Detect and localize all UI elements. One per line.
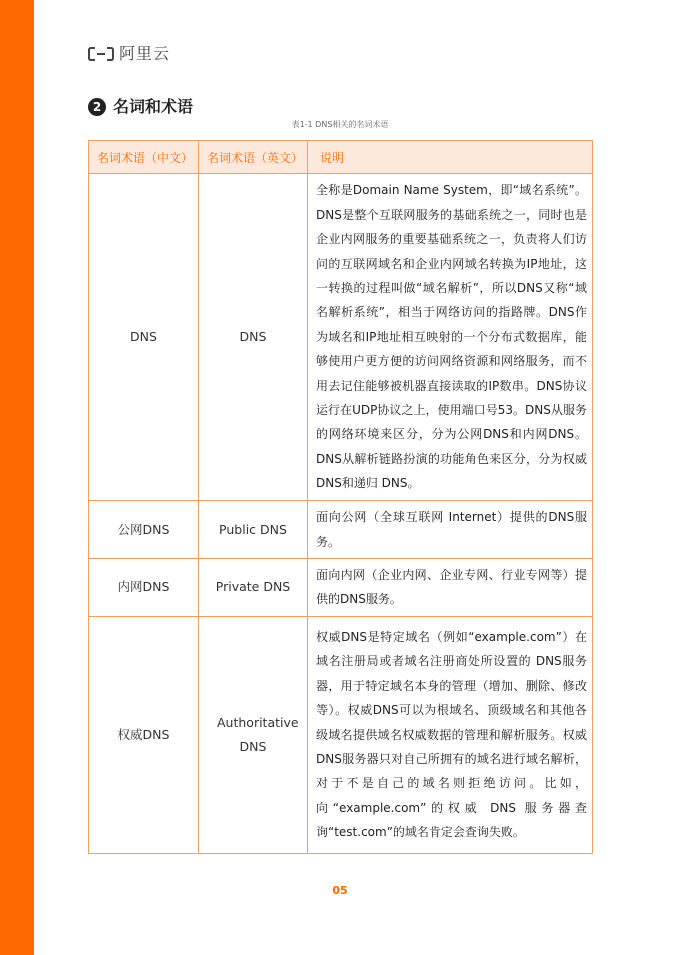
- terms-table: [88, 140, 593, 854]
- table-row: [89, 559, 593, 617]
- page-number: 05: [332, 884, 348, 897]
- term-en-cell: Authoritative DNS: [199, 616, 308, 853]
- description-cell: 面向公网（全球互联网 Internet）提供的DNS服务。: [308, 501, 593, 559]
- section-heading: [88, 96, 193, 118]
- term-en-cell: Private DNS: [199, 559, 308, 617]
- header-term-en: 名词术语（英文）: [199, 141, 308, 174]
- table-header-row: [89, 141, 593, 174]
- term-zh-cell: 公网DNS: [89, 501, 199, 559]
- section-title: 名词和术语: [113, 97, 194, 116]
- header-term-zh: 名词术语（中文）: [89, 141, 199, 174]
- logo-text: 阿里云: [119, 44, 171, 63]
- term-zh-cell: DNS: [89, 174, 199, 501]
- aliyun-logo-icon: [88, 47, 114, 61]
- aliyun-logo: [88, 44, 170, 64]
- term-zh-cell: 内网DNS: [89, 559, 199, 617]
- header-description: 说明: [308, 141, 593, 174]
- table-caption: 表1-1 DNS相关的名词术语: [291, 120, 389, 129]
- description-cell: 全称是Domain Name System，即“域名系统”。DNS是整个互联网服务的基础系统之一，同时也是企业内网服务的重要基础系统之一，负责将人们访问的互联网域名和企业内网域名转换为IP地址，这一转换的过程叫做“域名解析”，所以DNS又称“域名解析系统”，相当于网络访问的指路牌。DNS作为域名和IP地址相互映射的一个分布式数据库，能够使用户更方便的访问网络资源和网络服务，而不用去记住能够被机器直接读取的IP数串。DNS协议运行在UDP协议之上，使用端口号53。DNS从服务的网络环境来区分，分为公网DNS和内网DNS。DNS从解析链路扮演的功能角色来区分，分为权威DNS和递归 DNS。: [308, 174, 593, 501]
- term-zh-cell: 权威DNS: [89, 616, 199, 853]
- term-en-cell: DNS: [199, 174, 308, 501]
- side-accent-bar: [0, 0, 34, 955]
- description-cell: 面向内网（企业内网、企业专网、行业专网等）提供的DNS服务。: [308, 559, 593, 617]
- table-row: [89, 501, 593, 559]
- section-number-badge: 2: [88, 98, 106, 116]
- term-en-cell: Public DNS: [199, 501, 308, 559]
- table-row: [89, 616, 593, 853]
- table-row: [89, 174, 593, 501]
- description-cell: 权威DNS是特定域名（例如“example.com”）在域名注册局或者域名注册商处所设置的 DNS服务器，用于特定域名本身的管理（增加、删除、修改等）。权威DNS可以为根域名、顶级域名和其他各级域名提供域名权威数据的管理和解析服务。权威DNS服务器只对自己所拥有的域名进行域名解析，对于不是自己的域名则拒绝访问。比如，向“example.com”的权威 DNS 服务器查询“test.com”的域名肯定会查询失败。: [308, 616, 593, 853]
